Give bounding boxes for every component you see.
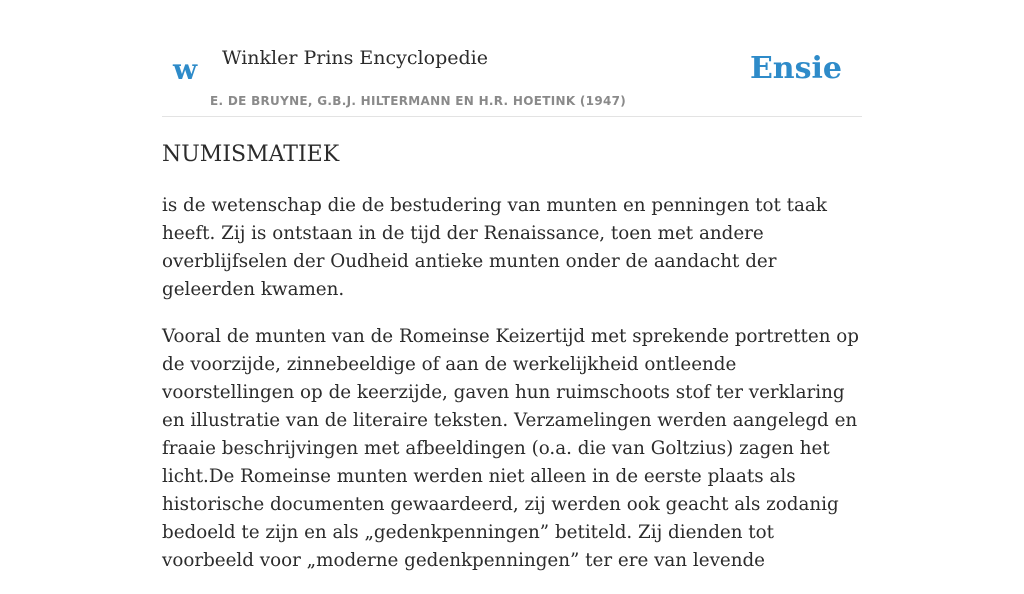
paragraph: is de wetenschap die de bestudering van munten en penningen tot taak heeft. Zij is ontstaan in de tijd der Renaissance, toen met andere overblijfselen der Oudheid antieke munten onder de aandacht der geleerden kwamen. [162,195,827,300]
site-title[interactable]: Winkler Prins Encyclopedie [222,47,488,69]
article-body [162,192,867,594]
ensie-brand-link[interactable]: Ensie [749,51,842,86]
paragraph: Vooral de munten van de Romeinse Keizertijd met sprekende portretten op de voorzijde, zinnebeeldige of aan de werkelijkheid ontleende voorstellingen op de keerzijde, gaven hun ruimschoots stof ter verklaring en illustratie van de literaire teksten. Verzamelingen werden aangelegd en fraaie beschrijvingen met afbeeldingen (o.a. die van Goltzius) zagen het licht.De Romeinse munten werden niet alleen in de eerste plaats als historische documenten gewaardeerd, zij werden ook geacht als zodanig bedoeld te zijn en als „gedenkpenningen” betiteld. Zij dienden tot voorbeeld voor „moderne gedenkpenningen” ter ere van levende [162,326,860,571]
entry-title: NUMISMATIEK [162,142,340,167]
authors-line: E. DE BRUYNE, G.B.J. HILTERMANN EN H.R. HOETINK (1947) [210,94,627,108]
site-logo-icon[interactable]: w [173,53,198,86]
site-header [162,0,862,117]
